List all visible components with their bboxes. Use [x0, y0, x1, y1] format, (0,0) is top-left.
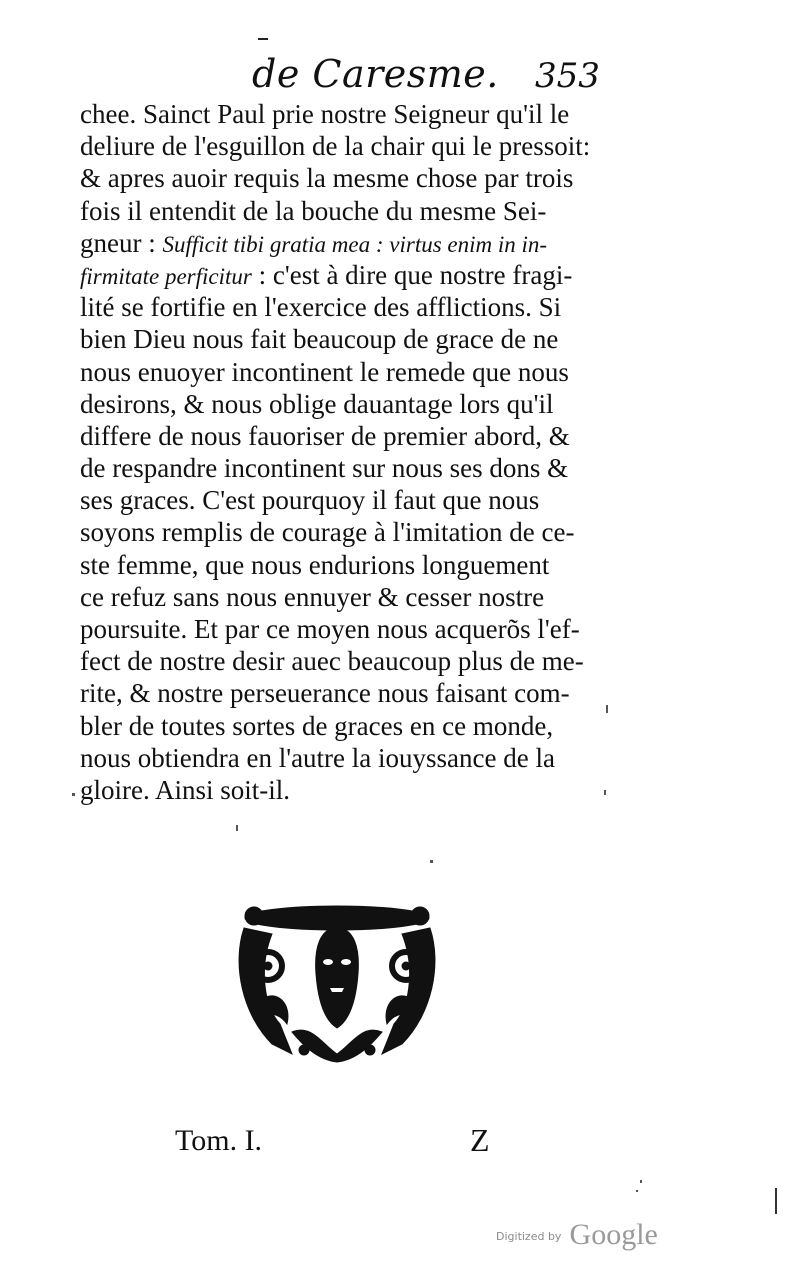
text-line: nous enuoyer incontinent le remede que nous	[80, 356, 569, 387]
watermark-prefix: Digitized by	[496, 1230, 562, 1243]
top-tick-mark	[258, 38, 268, 40]
text-line: firmitate perficitur : c'est à dire que nostre fragi-	[80, 259, 573, 290]
text-line: poursuite. Et par ce moyen nous acquerõs l'ef-	[80, 614, 580, 644]
text-line: bien Dieu nous fait beaucoup de grace de ne	[80, 324, 559, 355]
text-line: lité se fortifie en l'exercice des afflictions. Si	[80, 292, 562, 323]
text-line: bler de toutes sortes de graces en ce monde,	[80, 710, 554, 741]
text-line: de respandre incontinent sur nous ses dons &	[80, 453, 569, 484]
sheet-letter: Z	[470, 1122, 490, 1158]
latin-quote: Sufficit tibi gratia mea : virtus enim in in-	[162, 231, 548, 257]
google-logo-text: Google	[569, 1218, 658, 1251]
text-line: nous obtiendra en l'autre la iouyssance de la	[80, 742, 555, 773]
text-line: ce refuz sans nous ennuyer & cesser nostre	[80, 581, 545, 612]
text-line: differe de nous fauoriser de premier abord, &	[80, 420, 570, 451]
text-line: deliure de l'esguillon de la chair qui le pressoit:	[80, 131, 591, 162]
page-number: 353	[535, 56, 600, 96]
text-line: chee. Sainct Paul prie nostre Seigneur qu'il le	[80, 99, 570, 129]
text-line: gloire. Ainsi soit-il.	[80, 774, 291, 805]
text-line: fois il entendit de la bouche du mesme Sei-	[80, 195, 547, 226]
text-line: gneur : Sufficit tibi gratia mea : virtus enim in in-	[80, 227, 548, 258]
text-line: rite, & nostre perseuerance nous faisant com-	[80, 678, 570, 709]
running-head: de Caresme.	[252, 52, 499, 96]
latin-quote: firmitate perficitur	[80, 263, 252, 289]
text-line: desirons, & nous oblige dauantage lors qu'il	[80, 388, 554, 419]
body-text	[80, 98, 610, 806]
text-line: ses graces. C'est pourquoy il faut que nous	[80, 485, 540, 516]
text-line: fect de nostre desir auec beaucoup plus de me-	[80, 646, 584, 677]
text-line: soyons remplis de courage à l'imitation de ce-	[80, 517, 575, 548]
text-line: ste femme, que nous endurions longuement	[80, 549, 550, 580]
floral-mask-tailpiece-icon	[232, 904, 442, 1064]
signature-mark: Tom. I.	[175, 1124, 263, 1157]
text-line: & apres auoir requis la mesme chose par trois	[80, 163, 574, 194]
edge-line	[775, 1188, 777, 1214]
digitization-watermark	[496, 1218, 658, 1252]
